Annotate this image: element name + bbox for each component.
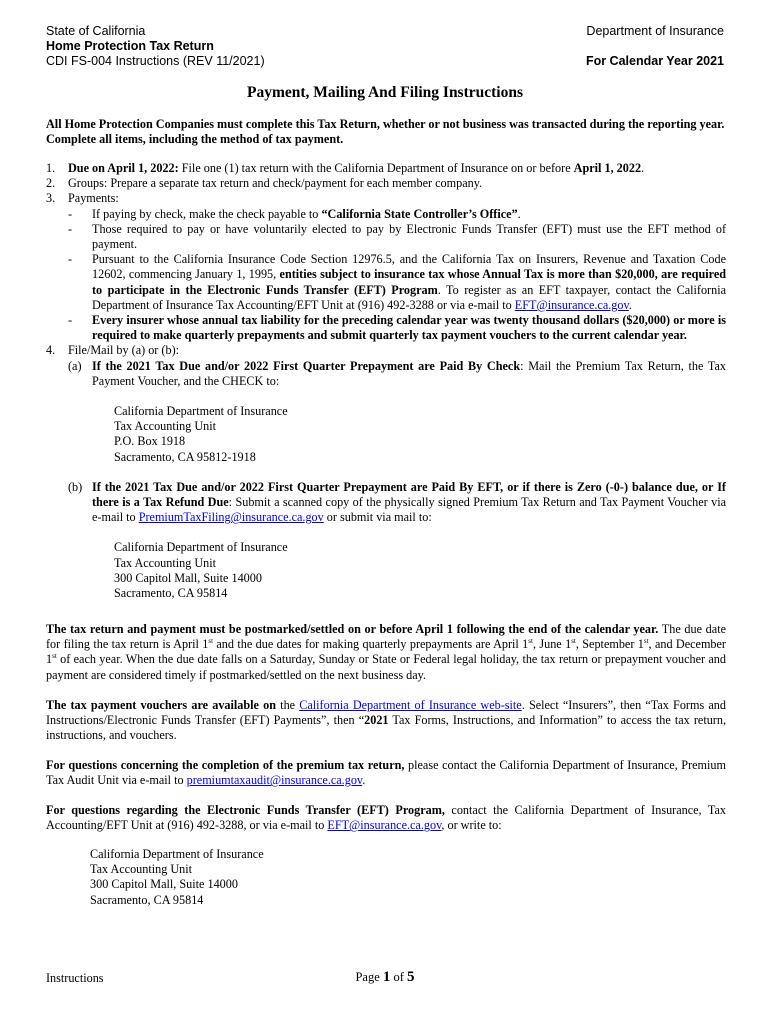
form-id: CDI FS-004 Instructions (REV 11/2021)	[46, 54, 265, 68]
list-subitem-a: (a) If the 2021 Tax Due and/or 2022 First Quarter Prepayment are Paid By Check: Mail the Premium Tax Return, the Tax Payment Voucher, and the CHECK to:	[68, 358, 726, 388]
address-block-b: California Department of Insurance Tax Accounting Unit 300 Capitol Mall, Suite 14000 Sacramento, CA 95814	[114, 540, 288, 601]
form-title: Home Protection Tax Return	[46, 39, 214, 53]
list-item: 4. File/Mail by (a) or (b):	[46, 343, 180, 358]
premium-questions-paragraph: For questions concerning the completion of the premium tax return, please contact the California Department of Insurance, Premium Tax Audit Unit via e-mail to premiumtaxaudit@insurance.ca.gov.	[46, 758, 726, 788]
calendar-year: For Calendar Year 2021	[585, 54, 724, 68]
due-date-paragraph: The tax return and payment must be postmarked/settled on or before April 1 following the end of the calendar year. The due date for filing the tax return is April 1st and the due dates for making quarterly prepayments are April 1st, June 1st, September 1st, and December 1st of each year. When the due date falls on a Saturday, Sunday or State or Federal legal holiday, the tax return or prepayment voucher and payment are considered timely if postmarked/settled on the next business day.	[46, 622, 726, 682]
instruction-list	[46, 161, 726, 601]
premium-tax-audit-email-link[interactable]: premiumtaxaudit@insurance.ca.gov	[186, 773, 363, 788]
list-item: 1. Due on April 1, 2022: File one (1) tax return with the California Department of Insurance on or before April 1, 2022.	[46, 161, 645, 175]
premium-tax-filing-email-link[interactable]: PremiumTaxFiling@insurance.ca.gov	[138, 510, 324, 525]
list-item: 3. Payments:	[46, 191, 119, 206]
list-subitem-b: (b) If the 2021 Tax Due and/or 2022 First Quarter Prepayment are Paid By EFT, or if there is Zero (-0-) balance due, or If there is a Tax Refund Due: Submit a scanned copy of the physically signed Premium Tax Return and Tax Payment Voucher via e-mail to PremiumTaxFiling@insurance.ca.gov or submit via mail to:	[68, 479, 726, 525]
list-subitem: - Those required to pay or have voluntarily elected to pay by Electronic Funds Transfer (EFT) must use the EFT method of payment.	[68, 221, 726, 252]
list-subitem: - If paying by check, make the check payable to “California State Controller’s Office”.	[68, 206, 521, 221]
list-subitem: - Pursuant to the California Insurance Code Section 12976.5, and the California Tax on Insurers, Revenue and Taxation Code 12602, commencing January 1, 1995, entities subject to insurance tax whose Annual Tax is more than $20,000, are required to participate in the Electronic Funds Transfer (EFT) Program. To register as an EFT taxpayer, contact the California Department of Insurance Tax Accounting/EFT Unit at (916) 492-3288 or via e-mail to EFT@insurance.ca.gov.	[68, 252, 727, 312]
list-subitem: - Every insurer whose annual tax liability for the preceding calendar year was twenty thousand dollars ($20,000) or more is required to make quarterly prepayments and submit quarterly tax payment vouchers to the current calendar year.	[68, 313, 726, 343]
page-number: Page 1 of 5	[355, 969, 415, 985]
eft-questions-paragraph: For questions regarding the Electronic Funds Transfer (EFT) Program, contact the California Department of Insurance, Tax Accounting/EFT Unit at (916) 492-3288, or via e-mail to EFT@insurance.ca.gov, or write to:	[46, 803, 726, 833]
eft-email-link[interactable]: EFT@insurance.ca.gov	[514, 297, 629, 312]
vouchers-paragraph: The tax payment vouchers are available on the California Department of Insurance web-site. Select “Insurers”, then “Tax Forms and Instructions/Electronic Funds Transfer (EFT) Payments”, then “2021 Tax Forms, Instructions, and Information” to access the tax return, instructions, and vouchers.	[46, 698, 726, 743]
page-title: Payment, Mailing And Filing Instructions	[246, 84, 524, 101]
state-name: State of California	[46, 24, 146, 38]
header-left	[46, 24, 265, 69]
header-right	[586, 24, 724, 69]
address-block-a: California Department of Insurance Tax Accounting Unit P.O. Box 1918 Sacramento, CA 95812-1918	[114, 404, 288, 464]
eft-email-link-2[interactable]: EFT@insurance.ca.gov	[327, 818, 442, 833]
department-name: Department of Insurance	[586, 24, 724, 38]
footer-label: Instructions	[46, 971, 104, 985]
cdi-website-link[interactable]: California Department of Insurance web-site	[299, 698, 522, 712]
list-item: 2. Groups: Prepare a separate tax return and check/payment for each member company.	[46, 176, 483, 191]
address-block-c: California Department of Insurance Tax Accounting Unit 300 Capitol Mall, Suite 14000 Sacramento, CA 95814	[90, 847, 264, 907]
intro-paragraph: All Home Protection Companies must complete this Tax Return, whether or not business was transacted during the reporting year. Complete all items, including the method of tax payment.	[46, 117, 725, 147]
